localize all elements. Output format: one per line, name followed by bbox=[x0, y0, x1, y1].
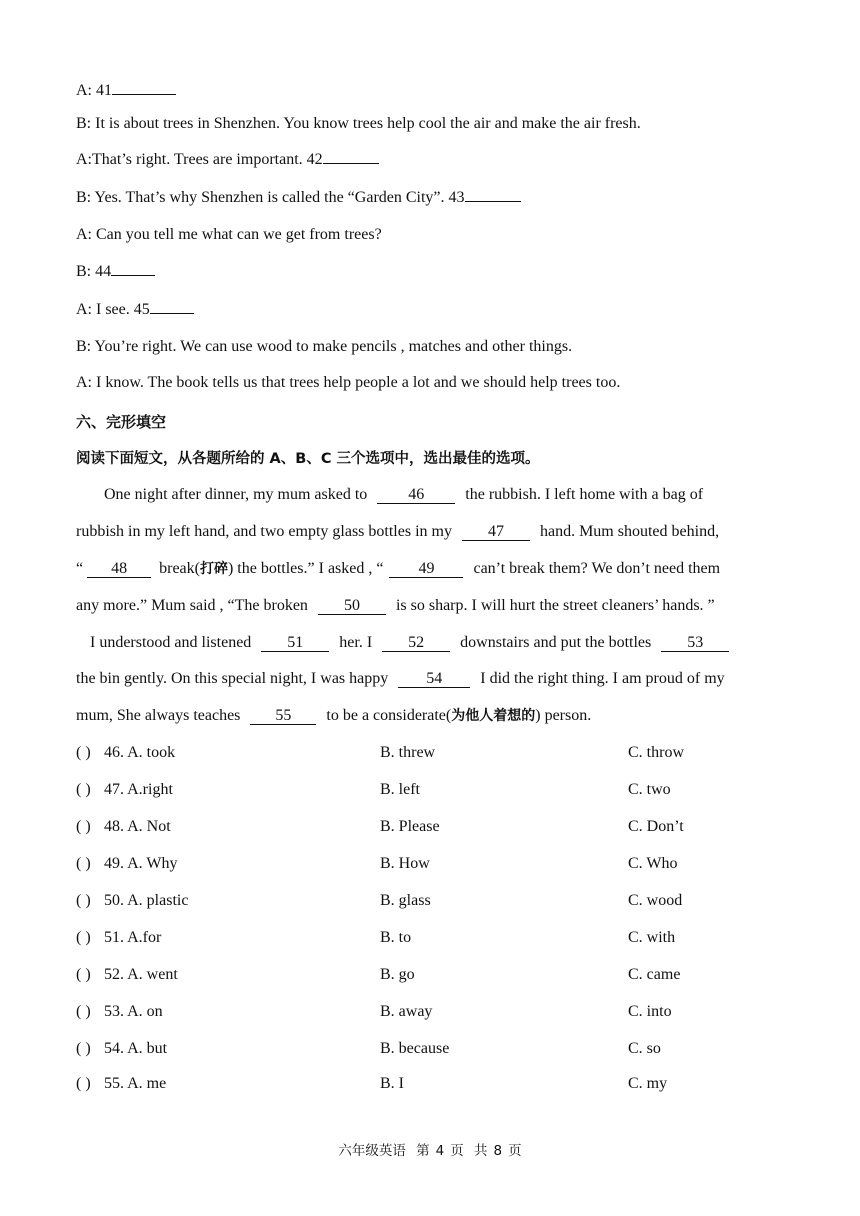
passage-text: mum, She always teaches bbox=[76, 707, 241, 724]
footer-total-pages: 8 bbox=[493, 1143, 503, 1159]
answer-blank[interactable] bbox=[111, 275, 155, 276]
passage-text: is so sharp. I will hurt the street cleaners’ hands. ” bbox=[395, 597, 715, 614]
dialogue-text: A:That’s right. Trees are important. bbox=[76, 151, 307, 168]
blank-52[interactable]: 52 bbox=[382, 634, 450, 652]
dialogue-line: B: It is about trees in Shenzhen. You know trees help cool the air and make the air fresh. bbox=[76, 115, 641, 132]
question-row bbox=[76, 964, 796, 986]
footer-total-label: 共 bbox=[474, 1143, 488, 1159]
footer-page-label: 页 bbox=[508, 1143, 522, 1159]
option-c: C. my bbox=[628, 1075, 668, 1092]
passage-text: I did the right thing. I am proud of my bbox=[480, 670, 725, 687]
passage-text: the rubbish. I left home with a bag of bbox=[465, 486, 704, 503]
dialogue-line: B: You’re right. We can use wood to make pencils , matches and other things. bbox=[76, 338, 573, 355]
page-footer bbox=[0, 1139, 860, 1159]
answer-bracket[interactable]: ( ) bbox=[76, 892, 91, 909]
passage-text: hand. Mum shouted behind, bbox=[539, 523, 720, 540]
question-row bbox=[76, 1001, 796, 1023]
passage-text: One night after dinner, my mum asked to bbox=[104, 486, 368, 503]
question-row bbox=[76, 890, 796, 912]
passage-text: rubbish in my left hand, and two empty glass bottles in my bbox=[76, 523, 452, 540]
passage-line-4 bbox=[76, 596, 786, 616]
dialogue-text: A: I see. bbox=[76, 301, 134, 318]
option-a: 55. A. me bbox=[104, 1075, 167, 1092]
answer-bracket[interactable]: ( ) bbox=[76, 966, 91, 983]
option-c: C. Don’t bbox=[628, 818, 684, 835]
option-b: B. because bbox=[380, 1040, 450, 1057]
option-c: C. Who bbox=[628, 855, 678, 872]
answer-bracket[interactable]: ( ) bbox=[76, 818, 91, 835]
option-b: B. glass bbox=[380, 892, 431, 909]
option-a: 47. A.right bbox=[104, 781, 173, 798]
blank-55[interactable]: 55 bbox=[250, 707, 316, 725]
option-a: 54. A. but bbox=[104, 1040, 168, 1057]
option-b: B. I bbox=[380, 1075, 404, 1092]
dialogue-line: A: Can you tell me what can we get from trees? bbox=[76, 226, 382, 243]
passage-line-7 bbox=[76, 706, 786, 726]
question-number: 41 bbox=[96, 82, 112, 99]
passage-line-6 bbox=[76, 669, 786, 689]
section-heading: 六、完形填空 bbox=[76, 413, 167, 431]
question-number: 42 bbox=[306, 151, 323, 168]
dialogue-line: A: I know. The book tells us that trees help people a lot and we should help trees too. bbox=[76, 374, 621, 391]
dialogue-text: B: Yes. That’s why Shenzhen is called the “Garden City”. bbox=[76, 189, 449, 206]
blank-46[interactable]: 46 bbox=[377, 486, 455, 504]
option-b: B. How bbox=[380, 855, 430, 872]
blank-51[interactable]: 51 bbox=[261, 634, 329, 652]
answer-blank[interactable] bbox=[465, 201, 521, 202]
footer-page-label: 第 bbox=[416, 1143, 430, 1159]
speaker-label: A: bbox=[76, 82, 96, 99]
answer-bracket[interactable]: ( ) bbox=[76, 1040, 91, 1057]
blank-50[interactable]: 50 bbox=[318, 597, 386, 615]
passage-text: her. I bbox=[339, 634, 373, 651]
question-number: 43 bbox=[448, 189, 465, 206]
option-c: C. so bbox=[628, 1040, 661, 1057]
answer-bracket[interactable]: ( ) bbox=[76, 744, 91, 761]
answer-bracket[interactable]: ( ) bbox=[76, 1075, 91, 1092]
option-c: C. throw bbox=[628, 744, 684, 761]
dialogue-line-41 bbox=[76, 81, 176, 101]
blank-53[interactable]: 53 bbox=[661, 634, 729, 652]
question-row bbox=[76, 853, 796, 875]
footer-page-number: 4 bbox=[435, 1143, 445, 1159]
question-row bbox=[76, 742, 796, 764]
blank-47[interactable]: 47 bbox=[462, 523, 530, 541]
passage-text: to be a considerate( bbox=[326, 707, 452, 724]
blank-48[interactable]: 48 bbox=[87, 560, 151, 578]
passage-line-2 bbox=[76, 522, 786, 542]
option-a: 46. A. took bbox=[104, 744, 176, 761]
passage-text: ) the bottles.” I asked , “ bbox=[227, 560, 384, 577]
option-a: 49. A. Why bbox=[104, 855, 178, 872]
answer-bracket[interactable]: ( ) bbox=[76, 929, 91, 946]
option-c: C. two bbox=[628, 781, 671, 798]
passage-line-3 bbox=[76, 559, 786, 579]
answer-bracket[interactable]: ( ) bbox=[76, 781, 91, 798]
option-a: 50. A. plastic bbox=[104, 892, 189, 909]
answer-bracket[interactable]: ( ) bbox=[76, 855, 91, 872]
option-a: 52. A. went bbox=[104, 966, 178, 983]
blank-54[interactable]: 54 bbox=[398, 670, 470, 688]
passage-text: downstairs and put the bottles bbox=[460, 634, 652, 651]
option-b: B. threw bbox=[380, 744, 436, 761]
option-b: B. Please bbox=[380, 818, 440, 835]
option-c: C. with bbox=[628, 929, 676, 946]
passage-text: can’t break them? We don’t need them bbox=[473, 560, 721, 577]
footer-subject: 六年级英语 bbox=[338, 1143, 406, 1159]
blank-49[interactable]: 49 bbox=[389, 560, 463, 578]
option-b: B. left bbox=[380, 781, 420, 798]
option-a: 48. A. Not bbox=[104, 818, 171, 835]
passage-line-5 bbox=[90, 633, 800, 653]
passage-text: the bin gently. On this special night, I was happy bbox=[76, 670, 389, 687]
passage-text: any more.” Mum said , “The broken bbox=[76, 597, 308, 614]
answer-bracket[interactable]: ( ) bbox=[76, 1003, 91, 1020]
option-a: 53. A. on bbox=[104, 1003, 163, 1020]
option-b: B. away bbox=[380, 1003, 433, 1020]
passage-text: break( bbox=[159, 560, 200, 577]
answer-blank[interactable] bbox=[112, 94, 176, 95]
dialogue-line-45 bbox=[76, 300, 194, 320]
question-row bbox=[76, 1038, 796, 1060]
dialogue-line-43 bbox=[76, 188, 521, 208]
dialogue-text: B: bbox=[76, 263, 96, 280]
option-a: 51. A.for bbox=[104, 929, 162, 946]
passage-text: I understood and listened bbox=[90, 634, 252, 651]
answer-blank[interactable] bbox=[150, 313, 194, 314]
option-b: B. to bbox=[380, 929, 412, 946]
question-row bbox=[76, 927, 796, 949]
option-c: C. into bbox=[628, 1003, 672, 1020]
option-c: C. wood bbox=[628, 892, 683, 909]
dialogue-line-42 bbox=[76, 150, 379, 170]
question-number: 45 bbox=[133, 301, 150, 318]
option-c: C. came bbox=[628, 966, 681, 983]
passage-text: “ bbox=[76, 560, 84, 577]
option-b: B. go bbox=[380, 966, 415, 983]
chinese-gloss: 打碎 bbox=[199, 561, 228, 577]
chinese-gloss: 为他人着想的 bbox=[451, 708, 536, 724]
question-number: 44 bbox=[95, 263, 112, 280]
passage-line-1 bbox=[104, 485, 784, 505]
question-row bbox=[76, 1073, 796, 1095]
dialogue-line-44 bbox=[76, 262, 155, 282]
question-row bbox=[76, 816, 796, 838]
section-instruction: 阅读下面短文，从各题所给的 A、B、C 三个选项中，选出最佳的选项。 bbox=[76, 451, 540, 467]
passage-text: ) person. bbox=[535, 707, 592, 724]
question-row bbox=[76, 779, 796, 801]
footer-page-label: 页 bbox=[450, 1143, 464, 1159]
answer-blank[interactable] bbox=[323, 163, 379, 164]
